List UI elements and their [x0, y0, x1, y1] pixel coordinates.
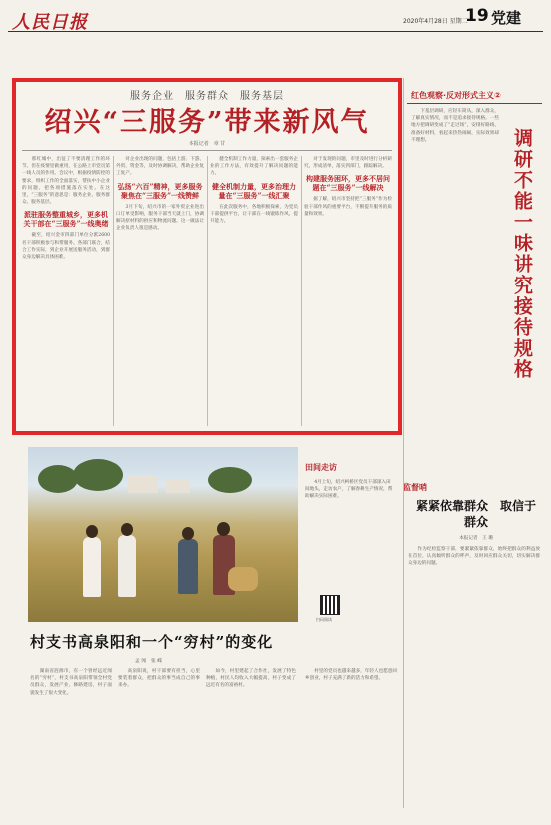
highlighted-article[interactable]: [12, 78, 402, 435]
tree-shape: [38, 465, 78, 493]
tree-shape: [73, 459, 123, 491]
bottom-article-column: 高泉阳说，村干部要有担当，心里要装着群众，把群众的事当成自己的事来办。: [118, 669, 200, 689]
house-shape: [128, 475, 158, 493]
article-byline: 本报记者 章 甘: [188, 141, 226, 147]
lower-column-title[interactable]: 紧紧依靠群众 取信于群众: [415, 499, 536, 529]
article-column-2: [116, 156, 204, 428]
article-paragraph: 健全机制工作力量，探索出一套服务企业的工作方法，有效提升了解决问题的能力。: [210, 157, 298, 177]
section-name: 党建: [491, 9, 522, 27]
article-paragraph: 对于发现的问题，市里及时进行分析研究，形成清单，落实到部门，跟踪解决。: [304, 157, 392, 170]
house-shape: [166, 479, 190, 493]
person-head: [182, 527, 194, 540]
article-paragraph: 截至，绍兴金市四部门单位分派2600名干部积极参与和帮服务。各部门联合，结合工作实际，到企业开展送服务活动，到群众身边解决具体困难。: [22, 233, 110, 261]
bottom-article-byline: 孟 闻 张 嵘: [135, 659, 163, 664]
person-head: [121, 523, 133, 536]
lower-column-text: 作为纪检监察干部，要紧紧依靠群众，始终把群众的利益放在首位，认真倾听群众的呼声，及时回应群众关切，切实解决群众身边的问题。: [408, 547, 540, 567]
person-shape: [118, 535, 136, 597]
article-subhead: 弘扬“六百”精神，更多服务聚焦在“三服务”一线赞鲜: [117, 181, 203, 200]
article-column-3: [210, 156, 298, 428]
article-paragraph: 3月下旬，绍兴市的一家外贸企业进出口订单受影响，服务干部当天就上门，协调解决原材料的供应和物流问题。这一做法让企业负责人很是感动。: [116, 204, 204, 232]
article-column-1: [22, 156, 110, 428]
bottom-article-column: 湖南省涟源市，有一个曾经远近闻名的“穷村”，村支书高泉阳带领全村党员群众，发展产业，修路建房，村子面貌发生了很大变化。: [30, 669, 112, 696]
news-photo: [28, 447, 298, 622]
lower-column-tag: 监督哨: [403, 483, 427, 492]
article-subhead: 构建服务困环，更多不居问题在“三服务”一线解决: [306, 174, 390, 193]
tree-shape: [208, 467, 252, 493]
newspaper-logo: 人民日报: [12, 12, 88, 33]
article-subhead: 派驻服务整重城乡，更多机关干部在“三服务”一线奥绪: [23, 210, 109, 229]
qr-code-icon[interactable]: [320, 595, 340, 615]
article-paragraph: 在此次服务中，各地积极探索，为党员干部提供平台，让干部在一线锻炼作风、提升能力。: [210, 204, 298, 225]
article-headline[interactable]: 绍兴“三服务”带来新风气: [44, 107, 370, 138]
lower-column-byline: 本报记者 王 珊: [459, 536, 493, 541]
column-divider: [301, 156, 302, 426]
column-divider: [113, 156, 114, 426]
commentary-column[interactable]: [407, 88, 542, 448]
basket-shape: [228, 567, 258, 591]
photo-sidebar-title: 田间走访: [305, 463, 337, 472]
article-paragraph: 那红城中，出征了不要清理工作的环节。但在疫情里做重用，在公路上市党员第一线人员的作用。会议中，根据疫情防控的要求，组织工作的全面落实，帮扶中小企业的问题，把各项措施落在实处。在这里，“三服务”的意思是：服务企业、服务群众、服务基层。: [22, 157, 110, 206]
qr-label: 扫码阅读: [316, 617, 332, 622]
article-paragraph: 据了解，绍兴市坚持把“三服务”作为检验干部作风的重要平台，不断提升服务的质量和效果。: [304, 197, 392, 217]
commentary-title[interactable]: 调研不能一味讲究接待规格: [511, 128, 533, 380]
bottom-article-headline[interactable]: 村支书高泉阳和一个“穷村”的变化: [30, 633, 274, 651]
person-head: [217, 522, 230, 536]
article-kicker: 服务企业 服务群众 服务基层: [130, 91, 284, 102]
headline-rule: [22, 150, 392, 151]
page-number: 19: [465, 6, 489, 26]
article-paragraph: 对企业出现的问题，包括上游、下游、外贸、资金等，及时协调解决，帮助企业复工复产。: [116, 157, 204, 177]
masthead: [8, 6, 543, 32]
bottom-article-column: 如今，村里建起了合作社，发展了特色种植，村民人均收入大幅提高，村子变成了远近有名的富裕村。: [206, 669, 296, 689]
article-column-4: [304, 156, 392, 428]
commentary-tag: 红色观察·反对形式主义②: [407, 88, 542, 104]
person-head: [86, 525, 98, 538]
page-divider: [403, 78, 404, 478]
person-shape: [83, 537, 101, 597]
commentary-text: 下基层调研，应轻车简从，深入群众，了解真实情况，而不是追求接待规格。一些地方把调研变成了“走过场”，安排好路线、准备好材料，看起来热热闹闹，实际效果却不理想。: [411, 109, 499, 143]
bottom-article-column: 村里的党员也越来越多，年轻人也愿意回乡创业，村子充满了新的活力和希望。: [305, 669, 397, 682]
issue-date: 2020年4月28日 星期二: [403, 18, 468, 25]
column-divider: [207, 156, 208, 426]
photo-sidebar: [305, 462, 395, 622]
article-subhead: 健全机制力量，更多治理力量在“三服务”一线汇聚: [212, 181, 296, 200]
photo-sidebar-text: 4月上旬，绍兴柯桥区党员干部深入田间地头，走访农户，了解春耕生产情况，帮助解决实际困难。: [305, 480, 393, 500]
person-shape: [178, 539, 198, 594]
page-divider: [403, 478, 404, 808]
